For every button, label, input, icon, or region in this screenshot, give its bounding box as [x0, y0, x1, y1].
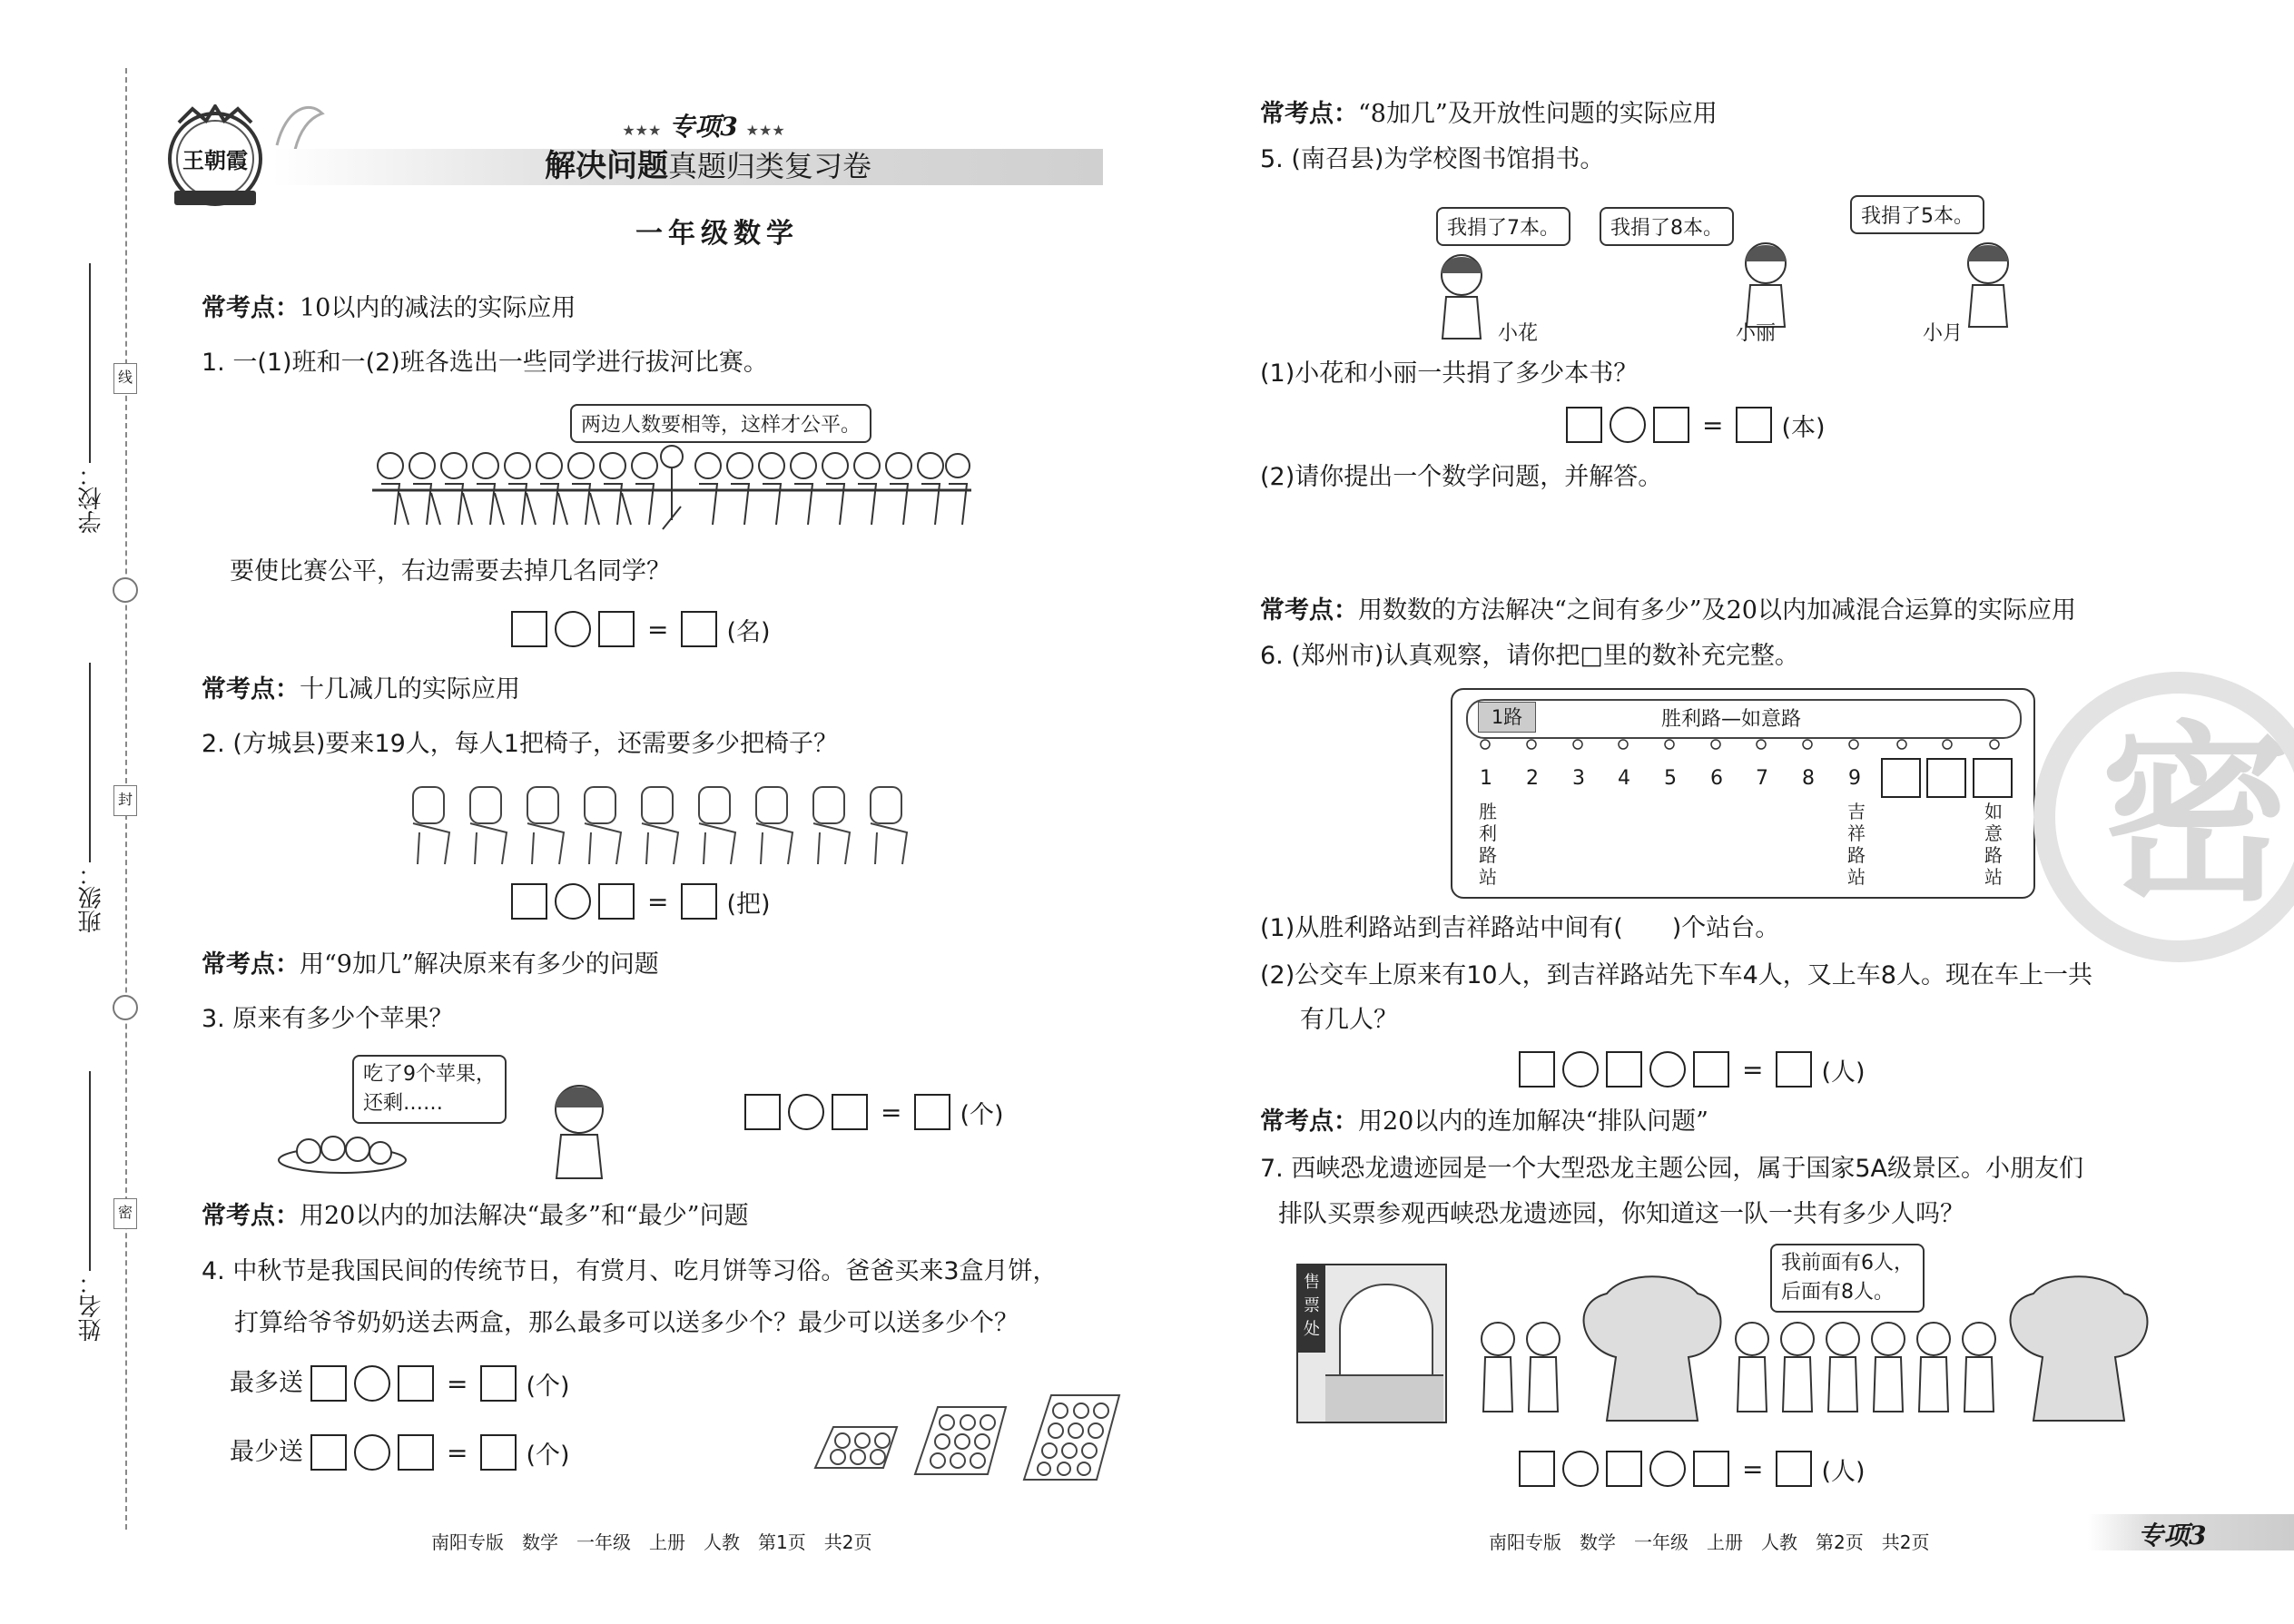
- q5-name-2: 小丽: [1736, 322, 1777, 345]
- class-label: 班级：: [78, 862, 105, 933]
- q1-title: 1. 一(1)班和一(2)班各选出一些同学进行拔河比赛。: [202, 349, 768, 377]
- q6-sub2-line1: (2)公交车上原来有10人，到吉祥路站先下车4人，又上车8人。现在车上一共: [1260, 961, 2092, 989]
- name-label: 姓名：: [78, 1271, 105, 1342]
- stop-7: 7: [1756, 767, 1768, 790]
- school-label: 学校：: [78, 463, 105, 534]
- q3-box-1[interactable]: [744, 1094, 781, 1130]
- q6-sub2-line2: 有几人？: [1300, 1006, 1398, 1034]
- q6-box-result[interactable]: [1776, 1051, 1812, 1088]
- booth-window: [1339, 1284, 1433, 1378]
- q5-operator-circle[interactable]: [1610, 407, 1646, 443]
- girl-illustration: [543, 1080, 615, 1180]
- q5-box-1[interactable]: [1566, 407, 1602, 443]
- q1-box-2[interactable]: [598, 611, 635, 647]
- stop-2: 2: [1526, 767, 1539, 790]
- kp6: 常考点：用数数的方法解决“之间有多少”及20以内加减混合运算的实际应用: [1260, 596, 2076, 625]
- logo-text: 王朝霞: [182, 147, 248, 173]
- q6-box-3[interactable]: [1693, 1051, 1729, 1088]
- q4-least-box-1[interactable]: [310, 1434, 347, 1471]
- q7-box-2[interactable]: [1606, 1451, 1642, 1487]
- stop-3: 3: [1572, 767, 1585, 790]
- queue-illustration: [1452, 1275, 2161, 1430]
- q5-box-2[interactable]: [1653, 407, 1689, 443]
- route-dots: [1480, 735, 2015, 753]
- stop-blank-10[interactable]: [1881, 758, 1921, 798]
- q4-least-box-2[interactable]: [398, 1434, 434, 1471]
- binding-mark-line: 线: [113, 363, 137, 394]
- bus-route-panel: [1451, 688, 2035, 899]
- q6-box-2[interactable]: [1606, 1051, 1642, 1088]
- q3-box-2[interactable]: [832, 1094, 868, 1130]
- apple-plate-illustration: [277, 1126, 409, 1176]
- stop-6: 6: [1710, 767, 1723, 790]
- binding-hole-2: [113, 995, 138, 1020]
- q5-name-1: 小花: [1498, 322, 1539, 345]
- corner-tag: 专项3: [2138, 1521, 2207, 1550]
- q1-answer-row: = (名): [511, 611, 771, 647]
- route-name: 胜利路—如意路: [1661, 708, 1802, 731]
- stop-1: 1: [1480, 767, 1492, 790]
- q6-box-1[interactable]: [1519, 1051, 1555, 1088]
- stop-5: 5: [1664, 767, 1677, 790]
- station-jixiang: 吉 祥 路 站: [1847, 801, 1866, 888]
- q5-sub1: (1)小花和小丽一共捐了多少本书？: [1260, 359, 1639, 388]
- ribbon-decoration: [272, 100, 327, 154]
- q5-bubble-2: 我捐了8本。: [1600, 207, 1734, 246]
- q4-most-box-2[interactable]: [398, 1365, 434, 1402]
- q1-operator-circle[interactable]: [555, 611, 591, 647]
- q3-operator-circle[interactable]: [788, 1094, 824, 1130]
- school-field[interactable]: [71, 263, 107, 536]
- stop-9: 9: [1848, 767, 1861, 790]
- kp7: 常考点：用20以内的连加解决“排队问题”: [1260, 1107, 1708, 1136]
- booth-counter: [1325, 1374, 1443, 1422]
- kp4: 常考点：用20以内的加法解决“最多”和“最少”问题: [202, 1202, 749, 1230]
- binding-mark-secret: 密: [113, 1198, 137, 1229]
- station-ruyi: 如 意 路 站: [1984, 801, 2003, 888]
- q4-line2: 打算给爷爷奶奶送去两盒，那么最多可以送多少个？最少可以送多少个？: [234, 1309, 1019, 1337]
- kp1: 常考点：10以内的减法的实际应用: [202, 294, 576, 322]
- binding-mark-seal: 封: [113, 785, 137, 816]
- q4-least-result[interactable]: [480, 1434, 517, 1471]
- q4-most-operator[interactable]: [354, 1365, 390, 1402]
- q2-title: 2. (方城县)要来19人，每人1把椅子，还需要多少把椅子？: [202, 730, 838, 758]
- q5-kid-3: [1956, 238, 2020, 329]
- q2-box-1[interactable]: [511, 883, 547, 920]
- stop-blank-11[interactable]: [1926, 758, 1966, 798]
- q7-box-1[interactable]: [1519, 1451, 1555, 1487]
- q7-line1: 7. 西峡恐龙遗迹园是一个大型恐龙主题公园，属于国家5A级景区。小朋友们: [1260, 1155, 2083, 1183]
- q1-box-result[interactable]: [681, 611, 717, 647]
- q2-operator-circle[interactable]: [555, 883, 591, 920]
- kp5: 常考点：“8加几”及开放性问题的实际应用: [1260, 100, 1718, 128]
- q4-most-result[interactable]: [480, 1365, 517, 1402]
- q5-kid-1: [1430, 250, 1493, 340]
- chairs-illustration: [404, 782, 921, 869]
- q4-least-row: 最少送 = (个): [230, 1434, 570, 1471]
- stop-4: 4: [1618, 767, 1630, 790]
- right-footer: 南阳专版 数学 一年级 上册 人教 第2页 共2页: [1489, 1531, 1930, 1553]
- mooncake-boxes-illustration: [806, 1391, 1124, 1481]
- route-number: 1路: [1478, 702, 1536, 733]
- q5-name-3: 小月: [1923, 322, 1964, 345]
- kp3: 常考点：用“9加几”解决原来有多少的问题: [202, 950, 659, 979]
- q7-box-3[interactable]: [1693, 1451, 1729, 1487]
- q6-sub1: (1)从胜利路站到吉祥路站中间有( )个站台。: [1260, 914, 1780, 942]
- q4-least-operator[interactable]: [354, 1434, 390, 1471]
- q6-title: 6. (郑州市)认真观察，请你把□里的数补充完整。: [1260, 642, 1799, 670]
- q4-most-row: 最多送 = (个): [230, 1365, 570, 1402]
- q3-answer-row: = (个): [744, 1094, 1004, 1130]
- q5-box-result[interactable]: [1736, 407, 1772, 443]
- q3-title: 3. 原来有多少个苹果？: [202, 1005, 454, 1033]
- q7-box-result[interactable]: [1776, 1451, 1812, 1487]
- series-label: ★★★ 专项3 ★★★: [622, 112, 785, 142]
- page-subtitle: 一年级数学: [635, 218, 799, 250]
- q4-most-box-1[interactable]: [310, 1365, 347, 1402]
- q6-operator-1[interactable]: [1562, 1051, 1599, 1088]
- kp2: 常考点：十几减几的实际应用: [202, 675, 520, 704]
- q7-bubble: 我前面有6人， 后面有8人。: [1770, 1244, 1925, 1313]
- q2-answer-row: = (把): [511, 883, 771, 920]
- stop-8: 8: [1802, 767, 1815, 790]
- tug-of-war-illustration: [372, 443, 971, 534]
- ticket-booth: [1296, 1264, 1447, 1423]
- booth-sign: 售 票 处: [1298, 1265, 1325, 1353]
- q3-box-result[interactable]: [914, 1094, 950, 1130]
- left-footer: 南阳专版 数学 一年级 上册 人教 第1页 共2页: [431, 1531, 872, 1553]
- q6-answer-row: = (人): [1519, 1051, 1866, 1088]
- station-shengli: 胜 利 路 站: [1479, 801, 1497, 888]
- q1-bubble: 两边人数要相等，这样才公平。: [570, 404, 871, 443]
- q5-bubble-3: 我捐了5本。: [1850, 195, 1984, 234]
- class-field[interactable]: [71, 663, 107, 935]
- q7-answer-row: = (人): [1519, 1451, 1866, 1487]
- q5-answer-row: = (本): [1566, 407, 1826, 443]
- name-field[interactable]: [71, 1071, 107, 1343]
- q5-kid-2: [1734, 238, 1797, 329]
- page-title: 解决问题真题归类复习卷: [544, 148, 871, 184]
- q3-bubble: 吃了9个苹果， 还剩……: [352, 1055, 507, 1124]
- q6-operator-2[interactable]: [1649, 1051, 1686, 1088]
- stop-blank-12[interactable]: [1973, 758, 2013, 798]
- brand-logo: [156, 104, 274, 213]
- q5-title: 5. (南召县)为学校图书馆捐书。: [1260, 145, 1605, 173]
- q5-sub2: (2)请你提出一个数学问题，并解答。: [1260, 463, 1663, 491]
- q4-line1: 4. 中秋节是我国民间的传统节日，有赏月、吃月饼等习俗。爸爸买来3盒月饼，: [202, 1257, 1058, 1285]
- q1-question: 要使比赛公平，右边需要去掉几名同学？: [230, 557, 671, 586]
- q7-operator-2[interactable]: [1649, 1451, 1686, 1487]
- q7-operator-1[interactable]: [1562, 1451, 1599, 1487]
- q2-box-2[interactable]: [598, 883, 635, 920]
- q7-line2: 排队买票参观西峡恐龙遗迹园，你知道这一队一共有多少人吗？: [1278, 1200, 1964, 1228]
- q2-box-result[interactable]: [681, 883, 717, 920]
- seal-watermark: 密: [2033, 672, 2294, 962]
- binding-hole-1: [113, 577, 138, 603]
- q5-bubble-1: 我捐了7本。: [1436, 207, 1570, 246]
- q1-box-1[interactable]: [511, 611, 547, 647]
